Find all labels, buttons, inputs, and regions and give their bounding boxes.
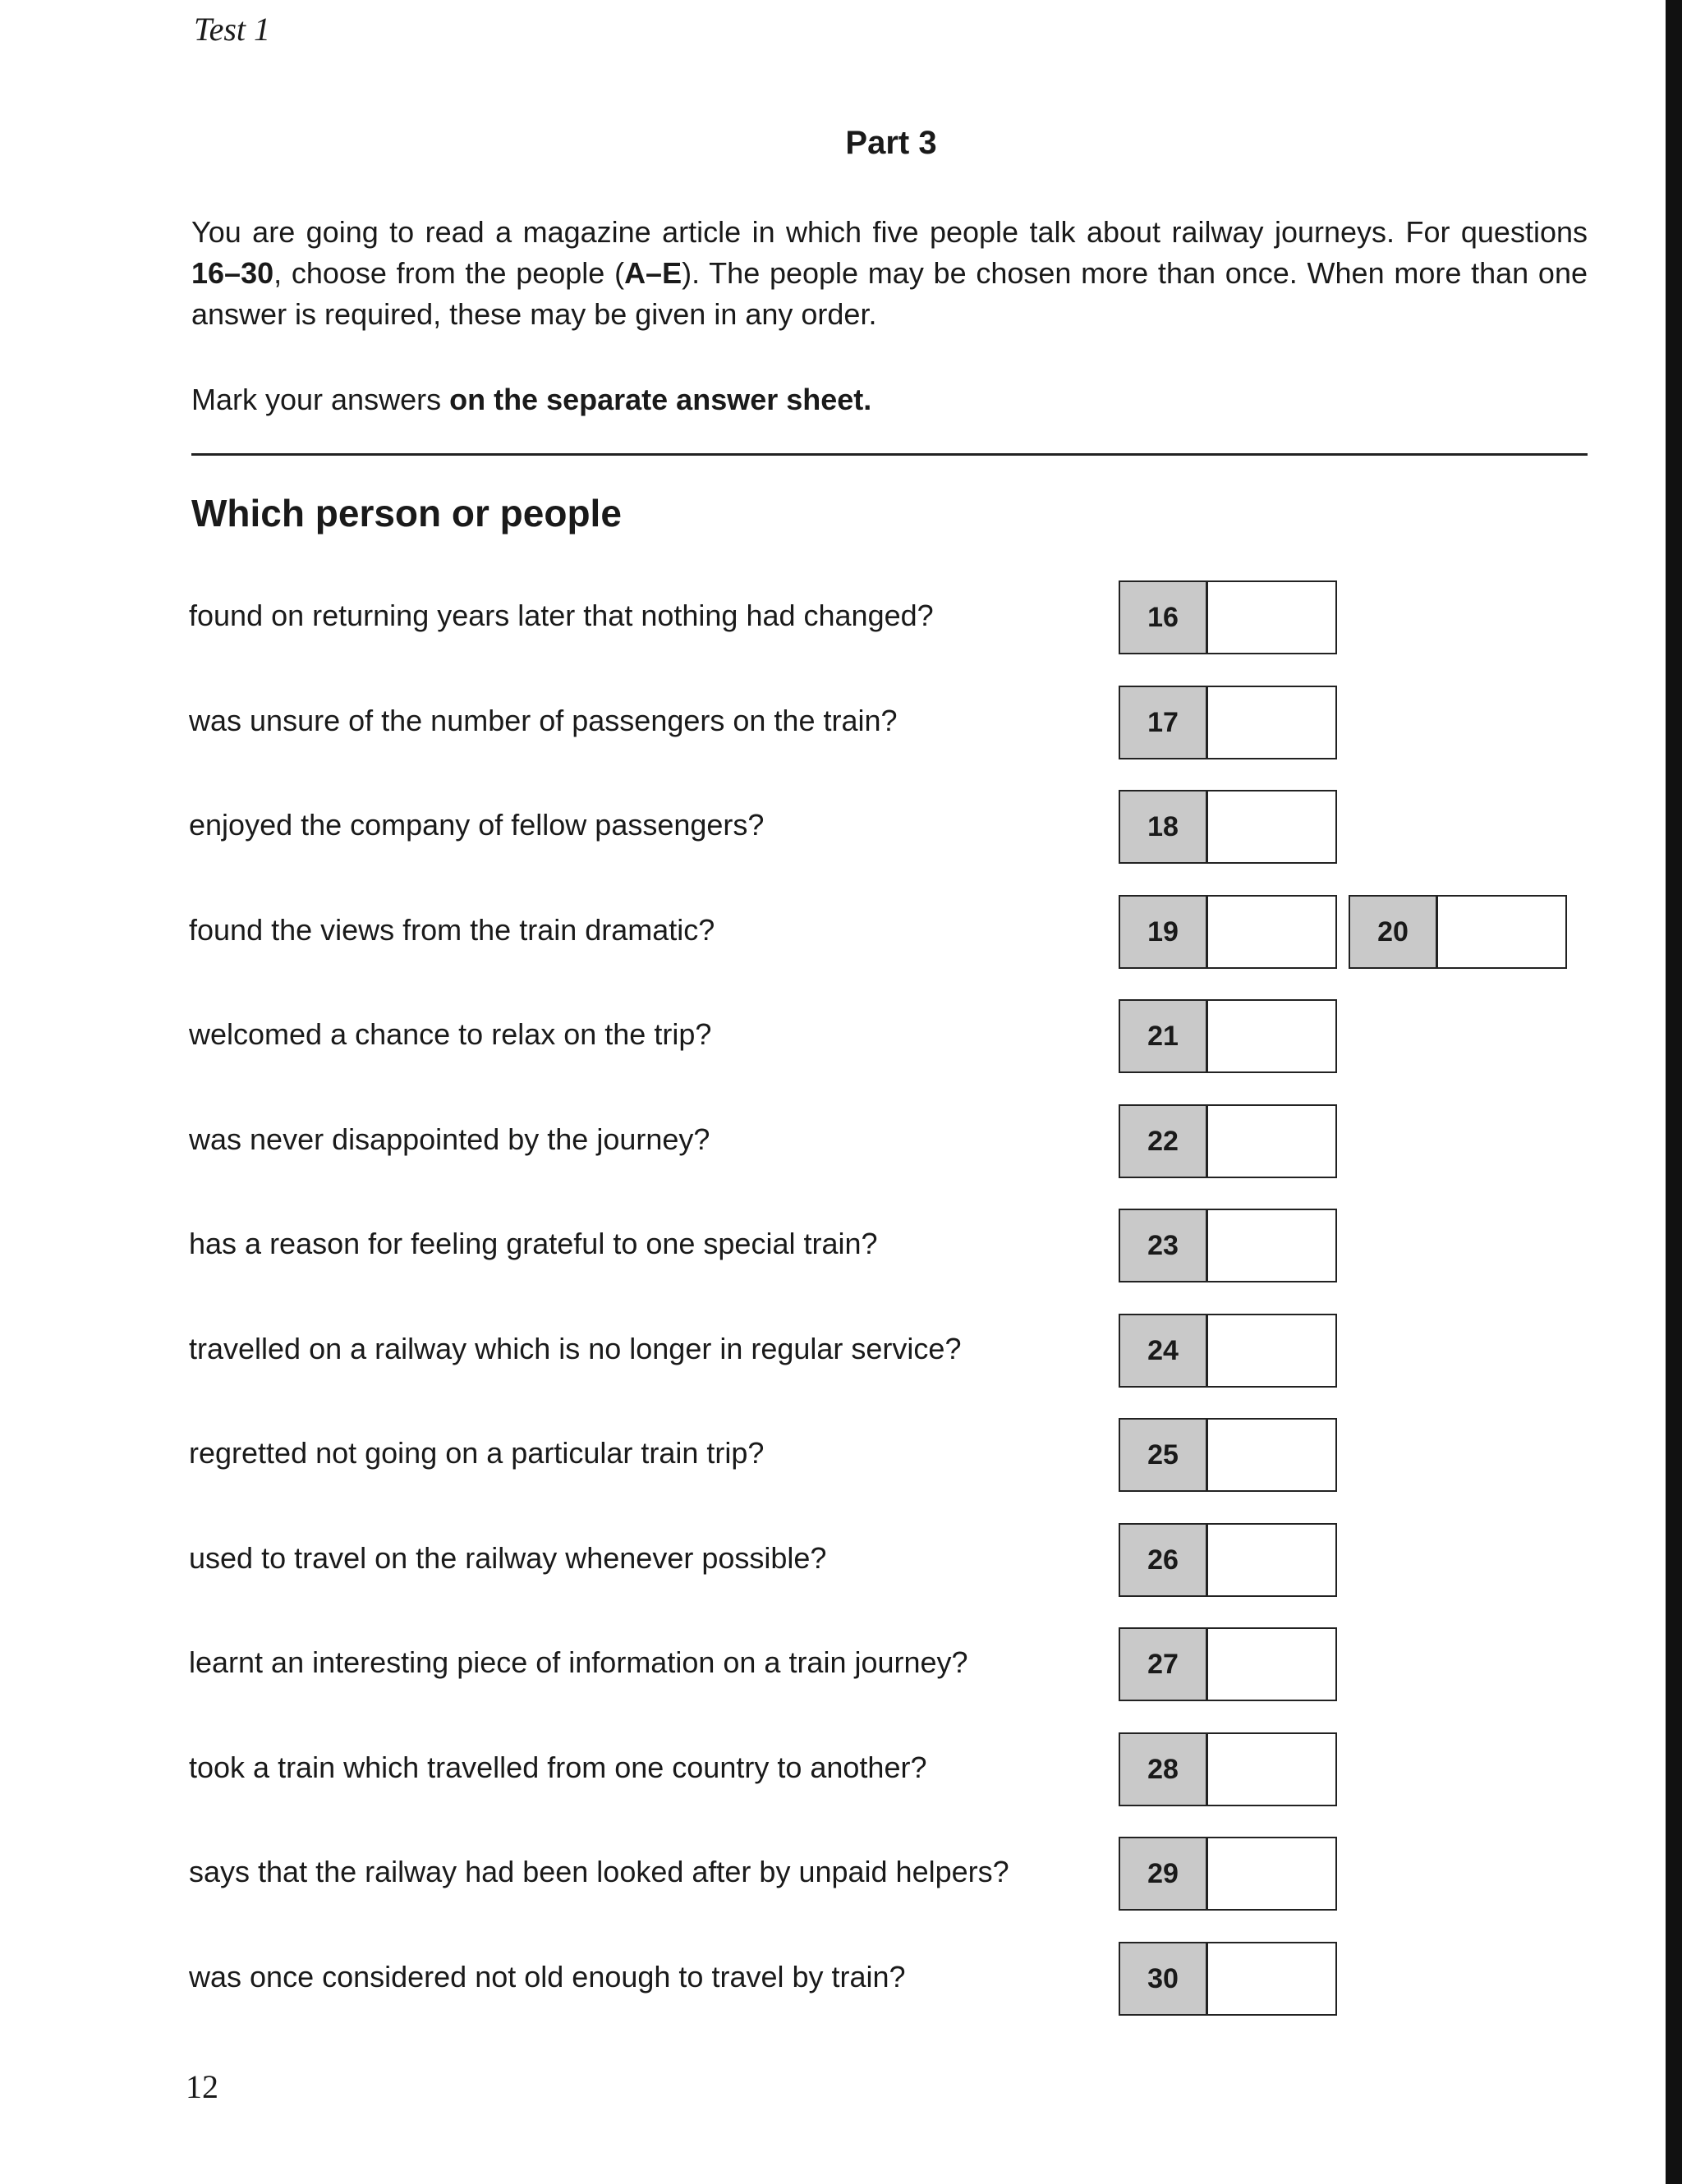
question-row xyxy=(0,1104,1682,1181)
mark-answers-prefix: Mark your answers xyxy=(191,383,450,416)
answer-box[interactable] xyxy=(1119,1837,1337,1911)
question-row xyxy=(0,1209,1682,1286)
question-row xyxy=(0,1418,1682,1495)
question-number: 23 xyxy=(1120,1210,1208,1281)
question-row xyxy=(0,895,1682,972)
instructions-text-1: You are going to read a magazine article in which five people talk about railway journeys. For questions xyxy=(191,215,1588,249)
question-row xyxy=(0,580,1682,658)
instructions-paragraph xyxy=(191,212,1588,335)
question-text: took a train which travelled from one country to another? xyxy=(189,1750,927,1784)
answer-box[interactable] xyxy=(1119,1104,1337,1178)
answer-field[interactable] xyxy=(1208,897,1335,967)
question-number: 16 xyxy=(1120,582,1208,653)
mark-answers-note xyxy=(191,379,1588,420)
question-row xyxy=(0,1732,1682,1810)
instructions-text-3: ). The people may be chosen more than once. When more than one answer is required, these may be given in any order. xyxy=(191,256,1588,331)
running-head: Test 1 xyxy=(194,11,271,48)
mark-answers-bold: on the separate answer sheet. xyxy=(449,383,872,416)
answer-box[interactable] xyxy=(1119,999,1337,1073)
question-number: 26 xyxy=(1120,1525,1208,1595)
question-text: learnt an interesting piece of information on a train journey? xyxy=(189,1645,968,1679)
question-number: 24 xyxy=(1120,1315,1208,1386)
question-text: found on returning years later that nothing had changed? xyxy=(189,599,934,632)
question-number: 17 xyxy=(1120,687,1208,758)
answer-field[interactable] xyxy=(1208,1525,1335,1595)
page-number: 12 xyxy=(186,2068,218,2105)
answer-box[interactable] xyxy=(1119,1732,1337,1806)
answer-field[interactable] xyxy=(1208,1315,1335,1386)
answer-field[interactable] xyxy=(1208,1838,1335,1909)
question-number: 20 xyxy=(1350,897,1438,967)
divider-rule xyxy=(191,453,1588,456)
question-text: was unsure of the number of passengers on the train? xyxy=(189,704,898,737)
question-number: 28 xyxy=(1120,1734,1208,1805)
answer-field[interactable] xyxy=(1208,582,1335,653)
question-number: 18 xyxy=(1120,791,1208,862)
answer-field[interactable] xyxy=(1208,1943,1335,2014)
question-number: 30 xyxy=(1120,1943,1208,2014)
question-row xyxy=(0,1627,1682,1705)
answer-box[interactable] xyxy=(1119,1942,1337,2016)
answer-field[interactable] xyxy=(1208,791,1335,862)
question-number: 27 xyxy=(1120,1629,1208,1700)
question-text: enjoyed the company of fellow passengers? xyxy=(189,808,765,842)
question-number: 29 xyxy=(1120,1838,1208,1909)
section-heading: Which person or people xyxy=(191,492,622,535)
question-text: welcomed a chance to relax on the trip? xyxy=(189,1017,712,1051)
answer-box[interactable] xyxy=(1119,790,1337,864)
question-text: regretted not going on a particular train trip? xyxy=(189,1436,765,1470)
question-number: 25 xyxy=(1120,1420,1208,1490)
question-number: 22 xyxy=(1120,1106,1208,1177)
instructions xyxy=(191,212,1588,335)
instructions-text-2: , choose from the people ( xyxy=(273,256,625,290)
answer-field[interactable] xyxy=(1438,897,1565,967)
answer-box[interactable] xyxy=(1119,580,1337,654)
question-number: 21 xyxy=(1120,1001,1208,1071)
question-text: found the views from the train dramatic? xyxy=(189,913,715,947)
question-text: was once considered not old enough to travel by train? xyxy=(189,1960,906,1994)
answer-field[interactable] xyxy=(1208,1106,1335,1177)
answer-field[interactable] xyxy=(1208,1734,1335,1805)
answer-field[interactable] xyxy=(1208,1210,1335,1281)
answer-box[interactable] xyxy=(1119,895,1337,969)
question-text: travelled on a railway which is no longer in regular service? xyxy=(189,1332,962,1365)
answer-field[interactable] xyxy=(1208,1629,1335,1700)
question-row xyxy=(0,1837,1682,1914)
questions-range: 16–30 xyxy=(191,256,274,290)
answer-box[interactable] xyxy=(1119,1627,1337,1701)
answer-field[interactable] xyxy=(1208,687,1335,758)
question-text: was never disappointed by the journey? xyxy=(189,1122,710,1156)
question-row xyxy=(0,1523,1682,1600)
question-text: says that the railway had been looked after by unpaid helpers? xyxy=(189,1855,1009,1888)
question-row xyxy=(0,790,1682,867)
question-row xyxy=(0,999,1682,1076)
part-title: Part 3 xyxy=(845,125,937,161)
question-text: used to travel on the railway whenever possible? xyxy=(189,1541,827,1575)
answer-box[interactable] xyxy=(1349,895,1567,969)
answer-box[interactable] xyxy=(1119,1418,1337,1492)
answer-box[interactable] xyxy=(1119,1523,1337,1597)
question-row xyxy=(0,1942,1682,2019)
answer-box[interactable] xyxy=(1119,686,1337,759)
question-text: has a reason for feeling grateful to one special train? xyxy=(189,1227,878,1260)
answer-box[interactable] xyxy=(1119,1209,1337,1282)
question-number: 19 xyxy=(1120,897,1208,967)
answer-field[interactable] xyxy=(1208,1420,1335,1490)
question-row xyxy=(0,686,1682,763)
answer-box[interactable] xyxy=(1119,1314,1337,1388)
answer-field[interactable] xyxy=(1208,1001,1335,1071)
people-range: A–E xyxy=(624,256,682,290)
question-row xyxy=(0,1314,1682,1391)
